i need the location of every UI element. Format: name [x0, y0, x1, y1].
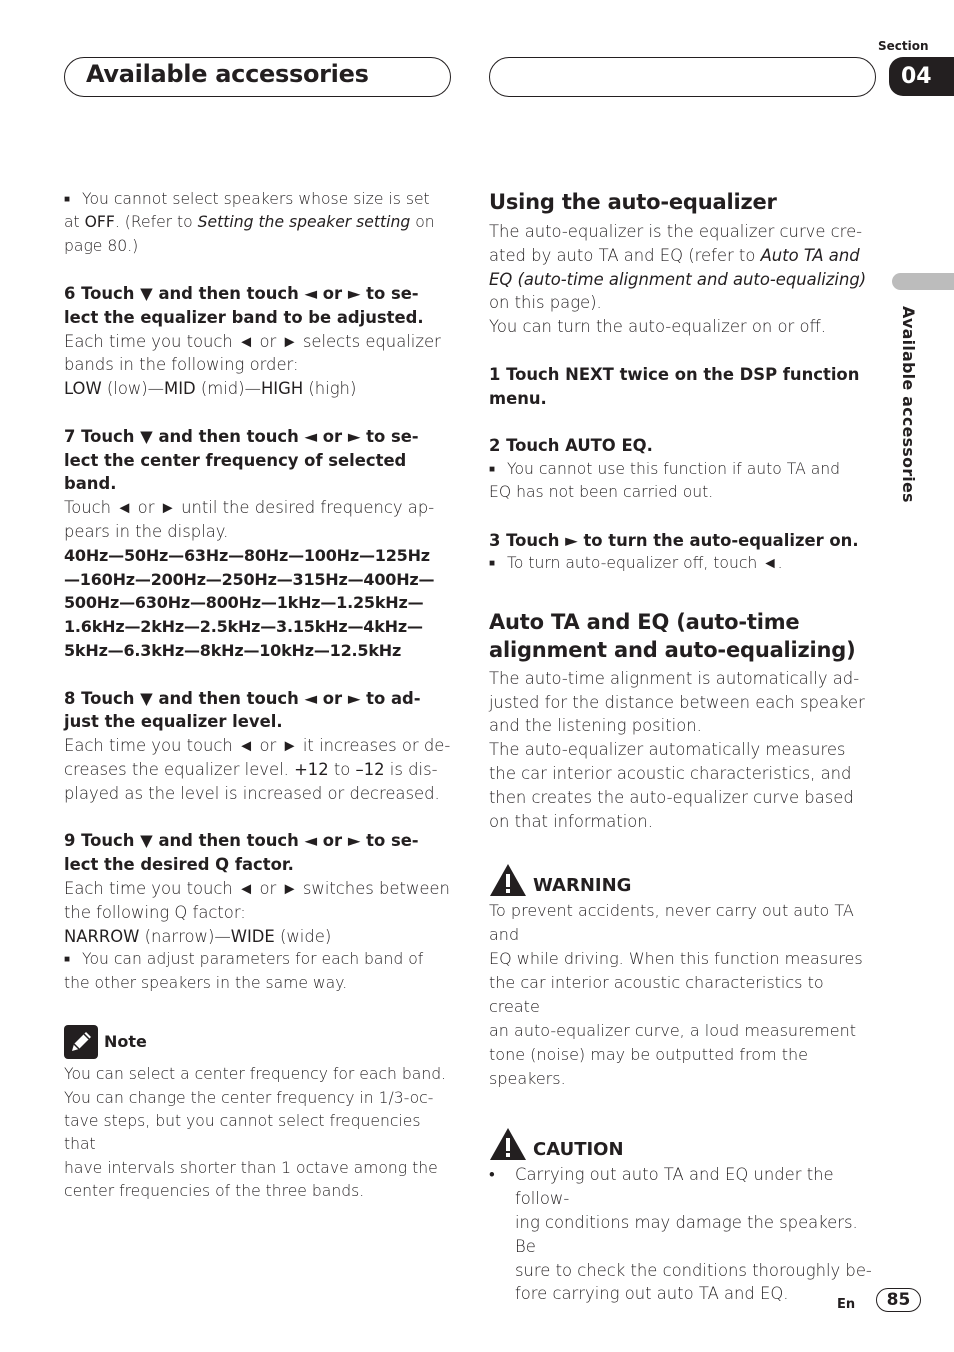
step-8-text: Each time you touch ◄ or ► it increases or de- creases the equalizer level. +12 to –12 is dis- played as the level is increased or decreased.	[64, 736, 451, 803]
step-6-text: Each time you touch ◄ or ► selects equalizer bands in the following order: LOW (low)—MID (mid)—HIGH (high)	[64, 331, 441, 399]
side-tab-marker	[892, 273, 954, 290]
header-blank-frame	[489, 57, 876, 97]
step-7-heading: 7 Touch ▼ and then touch ◄ or ► to se- lect the center frequency of selected band.	[64, 426, 419, 494]
bullet-square-icon: ■	[64, 194, 71, 205]
note-pencil-icon	[64, 1025, 98, 1059]
caution-triangle-icon	[489, 1127, 527, 1161]
step-9-heading: 9 Touch ▼ and then touch ◄ or ► to se- lect the desired Q factor.	[64, 831, 419, 875]
step-2-heading: 2 Touch AUTO EQ.	[489, 436, 653, 456]
note-text: You can select a center frequency for each band. You can change the center frequency in 1/3-oc- tave steps, but you cannot select frequencies that have intervals shorter than 1 octave among the center frequencies of the three bands.	[64, 1065, 447, 1201]
step-3-heading: 3 Touch ► to turn the auto-equalizer on.	[489, 530, 859, 550]
bullet-square-icon: ■	[489, 463, 496, 475]
bullet-square-icon: ■	[64, 954, 71, 966]
auto-eq-intro: The auto-equalizer is the equalizer curve cre- ated by auto TA and EQ (refer to Auto TA and EQ (auto-time alignment and auto-equalizing) on this page). You can turn the auto-equalizer on or off.	[489, 222, 867, 337]
step-2-bullet: ■ You cannot use this function if auto TA and EQ has not been carried out.	[489, 459, 841, 502]
bullet-square-icon: ■	[489, 558, 496, 570]
step-1-heading: 1 Touch NEXT twice on the DSP function menu.	[489, 364, 860, 408]
section-label: Section	[878, 39, 929, 53]
heading-auto-ta-eq: Auto TA and EQ (auto-time alignment and auto-equalizing)	[489, 609, 856, 662]
auto-ta-text: The auto-time alignment is automatically ad- justed for the distance between each speaker and the listening position. The auto-equalizer automatically measures the car interior acoustic characteristics, and then creates the auto-equalizer curve based on that information.	[489, 668, 865, 831]
language-label: En	[837, 1297, 856, 1312]
note-heading: Note	[64, 1025, 454, 1059]
bullet-off-note: ■ You cannot select speakers whose size is set at OFF. (Refer to Setting the speaker setting on page 80.)	[64, 190, 435, 255]
step-9-bullet: ■ You can adjust parameters for each band of the other speakers in the same way.	[64, 950, 424, 992]
step-6-heading: 6 Touch ▼ and then touch ◄ or ► to se- lect the equalizer band to be adjusted.	[64, 284, 424, 327]
step-8-heading: 8 Touch ▼ and then touch ◄ or ► to ad- just the equalizer level.	[64, 688, 421, 732]
step-7-text: Touch ◄ or ► until the desired frequency ap- pears in the display.	[64, 498, 435, 541]
page-title: Available accessories	[86, 60, 369, 88]
side-label: Available accessories	[899, 306, 918, 503]
warning-text: To prevent accidents, never carry out auto TA and EQ while driving. When this function measures the car interior acoustic characteristics to create an auto-equalizer curve, a loud measurement tone (noise) may be outputted from the speakers.	[489, 901, 863, 1089]
frequency-list: 40Hz—50Hz—63Hz—80Hz—100Hz—125Hz —160Hz—200Hz—250Hz—315Hz—400Hz— 500Hz—630Hz—800Hz—1kHz—1.25kHz— 1.6kHz—2kHz—2.5kHz—3.15kHz—4kHz— 5kHz—6.3kHz—8kHz—10kHz—12.5kHz	[64, 545, 435, 660]
page-number: 85	[876, 1288, 921, 1312]
right-column	[489, 188, 879, 1306]
caution-list-item: • Carrying out auto TA and EQ under the follow- ing conditions may damage the speakers. Be sure to check the conditions thoroughly be- fore carrying out auto TA and EQ.	[489, 1163, 879, 1306]
heading-using-auto-equalizer: Using the auto-equalizer	[489, 190, 777, 214]
section-number-badge: 04	[889, 57, 954, 96]
step-3-bullet: ■ To turn auto-equalizer off, touch ◄.	[489, 552, 879, 575]
step-9-text: Each time you touch ◄ or ► switches between the following Q factor: NARROW (narrow)—WIDE (wide)	[64, 878, 450, 946]
caution-heading: CAUTION	[489, 1127, 879, 1161]
warning-heading: WARNING	[489, 863, 879, 897]
warning-triangle-icon	[489, 863, 527, 897]
bullet-dot-icon: •	[489, 1165, 495, 1185]
left-column	[64, 188, 454, 1204]
